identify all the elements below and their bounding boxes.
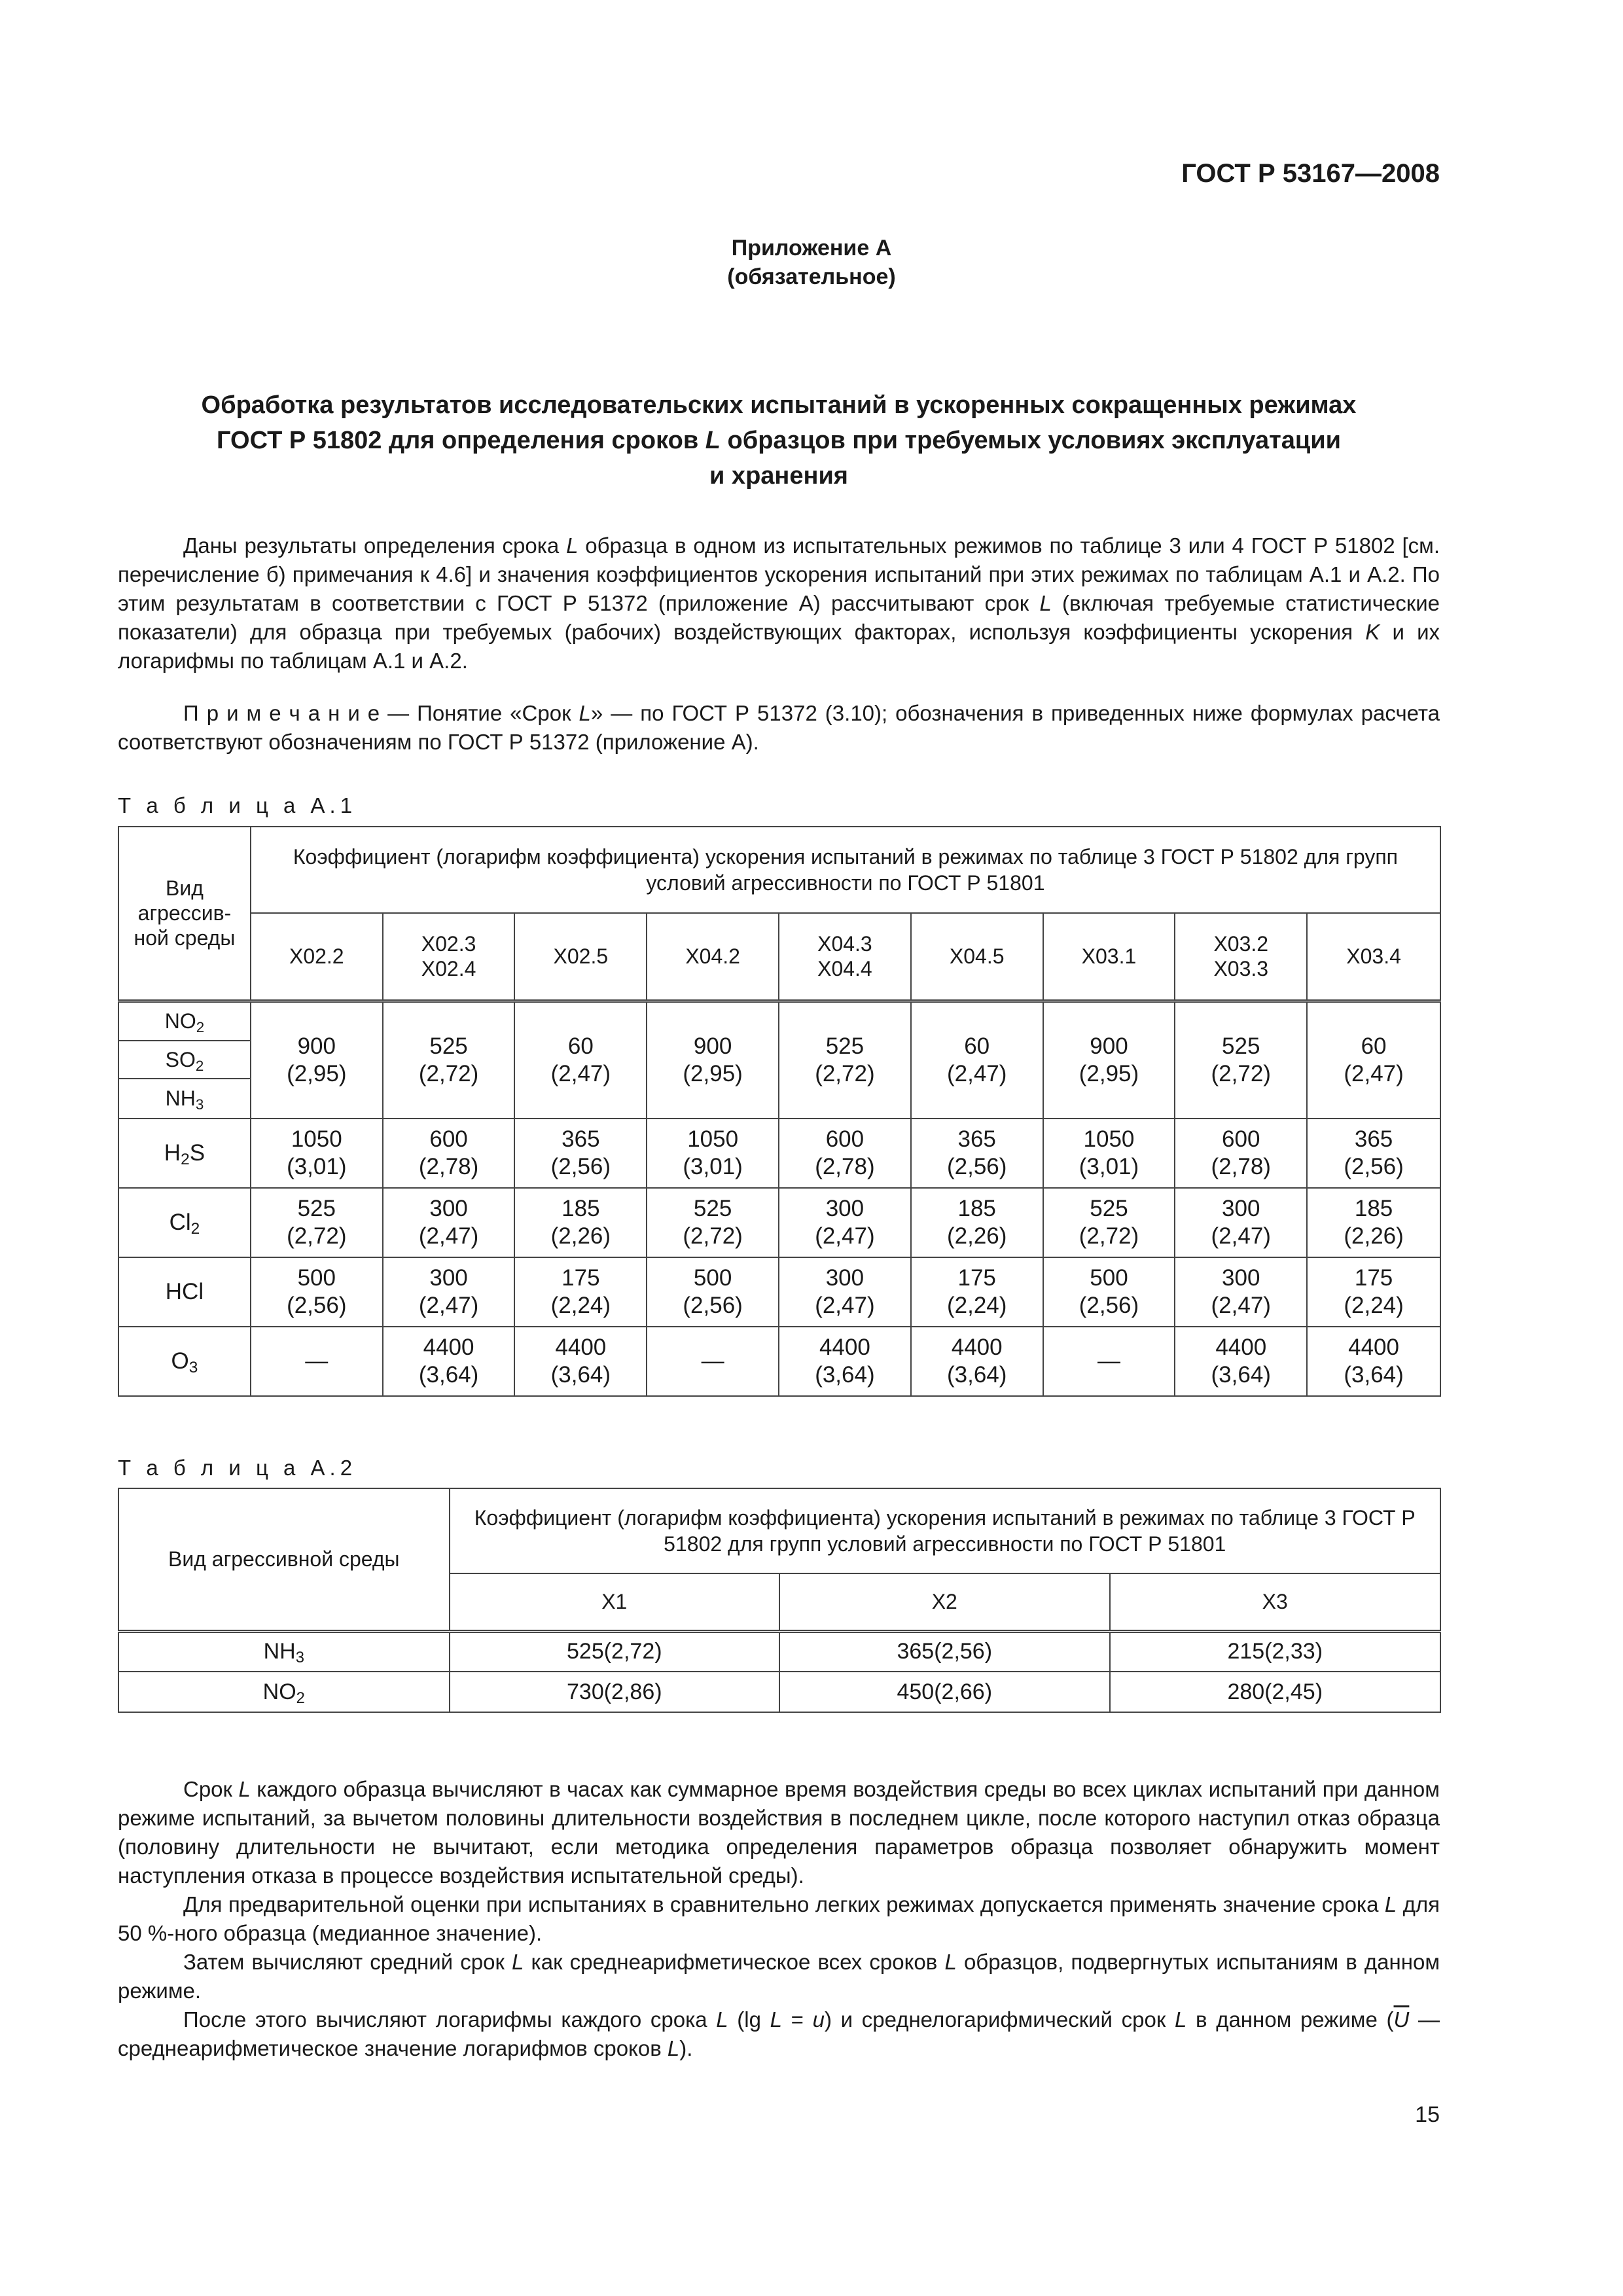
body-p4-U: $\overline{U}$ — [1393, 2007, 1410, 2032]
t1-cell: 900 (2,95) — [1043, 1001, 1175, 1119]
title-line-2 — [118, 423, 1440, 458]
t1-cell: 4400 (3,64) — [1175, 1327, 1307, 1396]
table-a2-label: Т а б л и ц а А.2 — [118, 1456, 357, 1480]
t2-cell: 730(2,86) — [450, 1672, 779, 1712]
t1-cell: 175 (2,24) — [1307, 1257, 1440, 1327]
t1-medium-hcl: HCl — [118, 1257, 251, 1327]
intro-K: K — [1365, 620, 1380, 644]
body-p1-L: L — [238, 1777, 251, 1801]
t1-cell: 1050 (3,01) — [647, 1119, 779, 1188]
t1-cell: 600 (2,78) — [1175, 1119, 1307, 1188]
t2-col-x2: Х2 — [779, 1573, 1109, 1631]
body-p4-L2: L — [770, 2007, 782, 2032]
t1-cell: 4400 (3,64) — [383, 1327, 515, 1396]
body-p4-u: u — [812, 2007, 825, 2032]
appendix-title: Приложение А — [731, 236, 892, 260]
body-paragraph-2 — [118, 1890, 1440, 1948]
intro-L-2: L — [1039, 591, 1052, 615]
body-p4-d: ) и среднелогарифмический срок — [824, 2007, 1175, 2032]
body-p2-L: L — [1384, 1892, 1397, 1916]
t1-cell: 525 (2,72) — [647, 1188, 779, 1257]
title-line-2-a: ГОСТ Р 51802 для определения сроков — [216, 427, 705, 454]
t1-cell: 300 (2,47) — [1175, 1257, 1307, 1327]
t2-medium-nh3: $NH_3$ — [118, 1631, 450, 1672]
intro-text-b: образца в одном из испытательных режимов по таблице 3 или 4 ГОСТ Р 51802 [см. перечисление б) примечания к 4.6] и значения коэффициентов ускорения испытаний при этих режимах по таблицам А.1 и А.2. По этим результатам в соответствии с ГОСТ Р 51372 (приложение А) рассчитывают срок — [118, 533, 1440, 615]
body-paragraph-1 — [118, 1775, 1440, 1890]
t1-cell: 500 (2,56) — [1043, 1257, 1175, 1327]
t1-medium-cl2: $Cl_2$ — [118, 1188, 251, 1257]
t1-cell: — — [647, 1327, 779, 1396]
t1-cell: 4400 (3,64) — [779, 1327, 911, 1396]
t1-col-x02-3: Х02.3 Х02.4 — [383, 913, 515, 1001]
t1-media-header: Вид агрессив-ной среды — [118, 827, 251, 1001]
t1-cell: 500 (2,56) — [647, 1257, 779, 1327]
t1-cell: 900 (2,95) — [647, 1001, 779, 1119]
body-p4-a: После этого вычисляют логарифмы каждого срока — [183, 2007, 717, 2032]
note-L: L — [579, 701, 591, 725]
body-p3-L2: L — [944, 1950, 957, 1974]
t1-medium-no2: $NO_2$ — [118, 1001, 251, 1041]
t1-cell: 525 (2,72) — [251, 1188, 383, 1257]
section-title — [118, 387, 1440, 493]
t1-cell: 185 (2,26) — [514, 1188, 647, 1257]
t1-cell: 185 (2,26) — [911, 1188, 1043, 1257]
title-line-2-b: образцов при требуемых условиях эксплуатации — [720, 427, 1342, 454]
body-p3-c: образцов, подвергнутых испытаниям в данном режиме. — [118, 1950, 1440, 2003]
body-p1-a: Срок — [183, 1777, 239, 1801]
body-p2-a: Для предварительной оценки при испытаниях в сравнительно легких режимах допускается применять значение срока — [183, 1892, 1385, 1916]
body-p4-b: (lg — [728, 2007, 770, 2032]
body-paragraph-3 — [118, 1948, 1440, 2005]
intro-text-c: (включая требуемые статистические показатели) для образца при требуемых (рабочих) воздействующих факторах, используя коэффициенты ускорения — [118, 591, 1440, 644]
body-p4-L4: L — [667, 2036, 680, 2060]
title-line-3: и хранения — [709, 462, 848, 490]
t1-col-x03-1: Х03.1 — [1043, 913, 1175, 1001]
note-label: П р и м е ч а н и е — [183, 701, 380, 725]
page-number: 15 — [1415, 2102, 1440, 2127]
intro-L-1: L — [566, 533, 579, 558]
body-paragraph-4 — [118, 2005, 1440, 2063]
intro-text-d: и их логарифмы по таблицам А.1 и А.2. — [118, 620, 1440, 673]
t1-cell: 525 (2,72) — [383, 1001, 515, 1119]
intro-paragraph — [118, 531, 1440, 675]
t1-cell: 60 (2,47) — [514, 1001, 647, 1119]
t1-cell: 4400 (3,64) — [1307, 1327, 1440, 1396]
note-paragraph — [118, 699, 1440, 757]
t1-cell: 175 (2,24) — [514, 1257, 647, 1327]
t1-cell: 500 (2,56) — [251, 1257, 383, 1327]
t1-cell: 1050 (3,01) — [251, 1119, 383, 1188]
t1-cell: 365 (2,56) — [911, 1119, 1043, 1188]
t2-cell: 215(2,33) — [1110, 1631, 1441, 1672]
t1-cell: 60 (2,47) — [911, 1001, 1043, 1119]
body-p4-f: — среднеарифметическое значение логарифмов сроков — [118, 2007, 1440, 2060]
t1-cell: 4400 (3,64) — [911, 1327, 1043, 1396]
t1-group-header: Коэффициент (логарифм коэффициента) ускорения испытаний в режимах по таблице 3 ГОСТ Р 51802 для групп условий агрессивности по ГОСТ Р 51801 — [251, 827, 1440, 913]
t1-cell: 300 (2,47) — [779, 1188, 911, 1257]
t1-cell: — — [251, 1327, 383, 1396]
t2-group-header: Коэффициент (логарифм коэффициента) ускорения испытаний в режимах по таблице 3 ГОСТ Р 51802 для групп условий агрессивности по ГОСТ Р 51801 — [450, 1488, 1440, 1573]
t1-cell: 365 (2,56) — [514, 1119, 647, 1188]
body-p3-a: Затем вычисляют средний срок — [183, 1950, 512, 1974]
appendix-status: (обязательное) — [727, 264, 896, 289]
t1-medium-so2: $SO_2$ — [118, 1041, 251, 1079]
title-line-2-L: L — [705, 427, 721, 454]
body-p4-c: = — [782, 2007, 813, 2032]
table-a1-label: Т а б л и ц а А.1 — [118, 793, 357, 817]
note-text-b: » — по ГОСТ Р 51372 (3.10); обозначения в приведенных ниже формулах расчета соответствуют обозначениям по ГОСТ Р 51372 (приложение А). — [118, 701, 1440, 754]
t1-cell: 525 (2,72) — [779, 1001, 911, 1119]
t1-cell: 185 (2,26) — [1307, 1188, 1440, 1257]
body-p2-b: для 50 %-ного образца (медианное значение). — [118, 1892, 1440, 1945]
t1-cell: 175 (2,24) — [911, 1257, 1043, 1327]
body-p3-b: как среднеарифметическое всех сроков — [524, 1950, 945, 1974]
table-a2 — [118, 1488, 1441, 1713]
title-line-1: Обработка результатов исследовательских испытаний в ускоренных сокращенных режимах — [201, 391, 1357, 419]
t1-cell: 300 (2,47) — [383, 1257, 515, 1327]
t1-col-x04-2: Х04.2 — [647, 913, 779, 1001]
t2-cell: 280(2,45) — [1110, 1672, 1441, 1712]
body-p4-g: ). — [679, 2036, 693, 2060]
t2-col-x3: Х3 — [1110, 1573, 1441, 1631]
body-p3-L: L — [512, 1950, 524, 1974]
note-text-a: — Понятие «Срок — [380, 701, 579, 725]
t1-cell: 60 (2,47) — [1307, 1001, 1440, 1119]
t2-medium-no2: $NO_2$ — [118, 1672, 450, 1712]
t1-cell: 900 (2,95) — [251, 1001, 383, 1119]
t1-cell: 4400 (3,64) — [514, 1327, 647, 1396]
intro-text-a: Даны результаты определения срока — [183, 533, 567, 558]
t1-cell: — — [1043, 1327, 1175, 1396]
t1-cell: 600 (2,78) — [779, 1119, 911, 1188]
t1-cell: 365 (2,56) — [1307, 1119, 1440, 1188]
body-p1-b: каждого образца вычисляют в часах как суммарное время воздействия среды во всех циклах испытаний при данном режиме испытаний, за вычетом половины длительности воздействия в последнем цикле, после которого наступил отказ образца (половину длительности не вычитают, если методика определения параметров образца позволяет обнаружить момент наступления отказа в процессе воздействия испытательной среды). — [118, 1777, 1440, 1888]
t1-cell: 1050 (3,01) — [1043, 1119, 1175, 1188]
t1-cell: 600 (2,78) — [383, 1119, 515, 1188]
t1-col-x02-2: Х02.2 — [251, 913, 383, 1001]
body-p4-e: в данном режиме ( — [1186, 2007, 1394, 2032]
body-p4-L: L — [716, 2007, 728, 2032]
t1-col-x02-5: Х02.5 — [514, 913, 647, 1001]
t1-col-x04-3: Х04.3 Х04.4 — [779, 913, 911, 1001]
t2-cell: 450(2,66) — [779, 1672, 1109, 1712]
t1-cell: 525 (2,72) — [1175, 1001, 1307, 1119]
t1-col-x03-4: Х03.4 — [1307, 913, 1440, 1001]
document-code: ГОСТ Р 53167—2008 — [1181, 159, 1440, 188]
t1-medium-h2s: $H_2S$ — [118, 1119, 251, 1188]
t2-cell: 525(2,72) — [450, 1631, 779, 1672]
body-p4-L3: L — [1174, 2007, 1187, 2032]
t1-col-x03-2: Х03.2 Х03.3 — [1175, 913, 1307, 1001]
t1-medium-o3: $O_3$ — [118, 1327, 251, 1396]
t2-col-x1: Х1 — [450, 1573, 779, 1631]
t1-col-x04-5: Х04.5 — [911, 913, 1043, 1001]
t1-cell: 300 (2,47) — [779, 1257, 911, 1327]
t1-cell: 300 (2,47) — [383, 1188, 515, 1257]
t1-cell: 300 (2,47) — [1175, 1188, 1307, 1257]
t2-cell: 365(2,56) — [779, 1631, 1109, 1672]
table-a1 — [118, 826, 1441, 1397]
t2-media-header: Вид агрессивной среды — [118, 1488, 450, 1631]
t1-medium-nh3: $NH_3$ — [118, 1079, 251, 1119]
t1-cell: 525 (2,72) — [1043, 1188, 1175, 1257]
